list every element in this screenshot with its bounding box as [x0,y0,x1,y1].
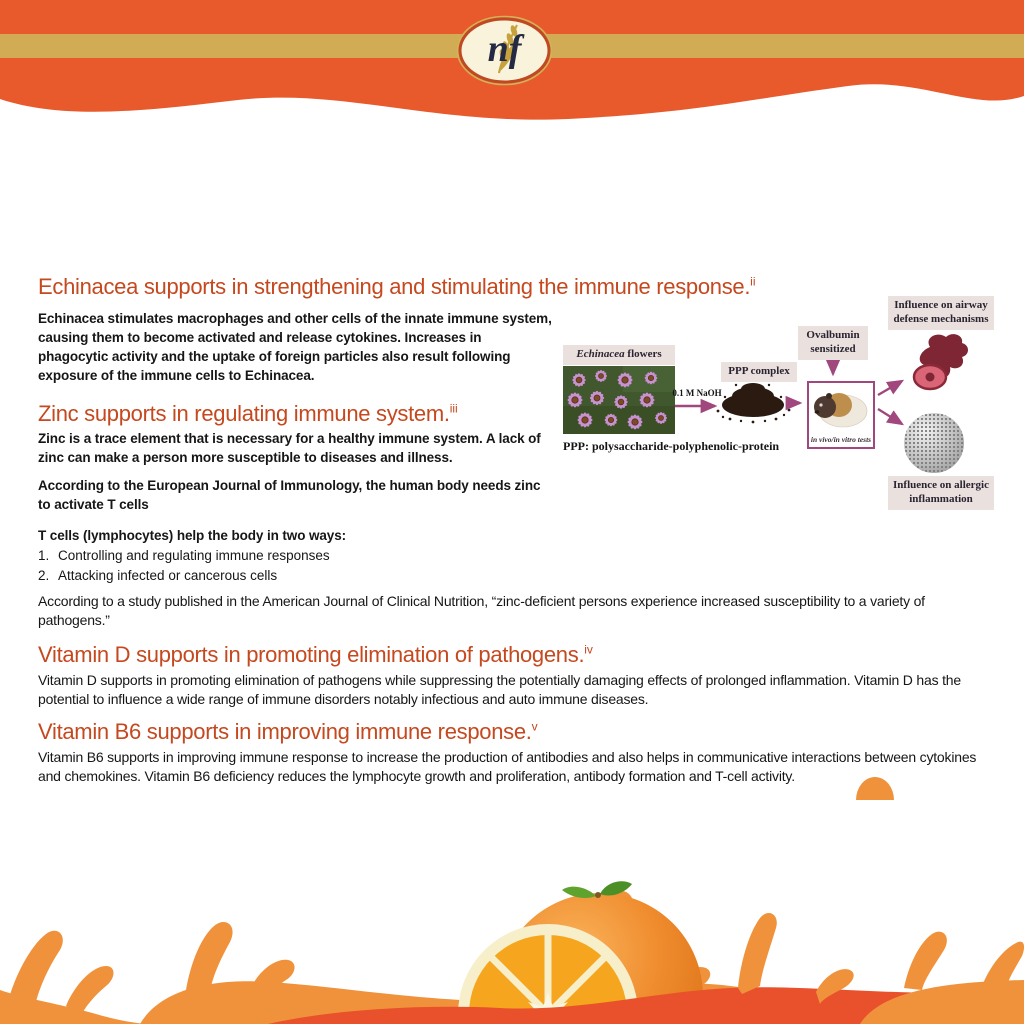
airway-tissue-icon [900,329,970,393]
inflammation-cell-icon [904,413,964,473]
echinacea-heading-text: Echinacea supports in strengthening and stimulating the immune response. [38,274,751,299]
naoh-label: 0.1 M NaOH [672,388,722,398]
list-number: 1. [38,548,50,563]
echinacea-study-diagram [555,285,1024,525]
allergy-outcome-label: Influence on allergic inflammation [888,476,994,510]
flowers-label-rest: flowers [624,348,662,360]
orange-splash-graphic [0,874,1024,1024]
citation-ref-ii: ii [750,274,756,289]
guinea-pig-icon [809,385,873,429]
tcells-item-1 [38,547,553,566]
vitamin-b6-heading [38,719,538,745]
airway-outcome-label: Influence on airway defense mechanisms [888,296,994,330]
in-vivo-tests-box [807,381,875,449]
vitamin-b6-heading-text: Vitamin B6 supports in improving immune response. [38,719,532,744]
flowers-label-italic: Echinacea [576,348,625,360]
zinc-heading [38,401,458,427]
echinacea-flowers-photo [563,366,675,434]
list-text: Attacking infected or cancerous cells [58,568,278,583]
vitamin-b6-paragraph: Vitamin B6 supports in improving immune response to increase the production of antibodies and also helps in communicative interactions between cytokines and chemokines. Vitamin B6 deficiency reduces the lymphocyte growth and proliferation, antibody formation and T-cell activity. [38,749,977,785]
ppp-abbreviation-caption: PPP: polysaccharide-polyphenolic-protein [563,439,780,453]
zinc-heading-text: Zinc supports in regulating immune system. [38,401,450,426]
list-text: Controlling and regulating immune responses [58,548,330,563]
citation-ref-iii: iii [449,401,458,416]
vitamin-d-heading-text: Vitamin D supports in promoting elimination of pathogens. [38,642,585,667]
ppp-granules-icon [717,378,791,424]
citation-ref-iv: iv [584,642,593,657]
list-number: 2. [38,568,50,583]
tcells-item-2 [38,567,553,586]
tests-caption: in vivo/in vitro tests [810,435,872,445]
tcells-heading: T cells (lymphocytes) help the body in two ways: [38,528,347,543]
splash-left [0,931,150,1024]
zinc-paragraph-1: Zinc is a trace element that is necessary for a healthy immune system. A lack of zinc can make a person more susceptible to diseases and illness. [38,431,541,465]
vitamin-d-heading [38,642,593,668]
zinc-paragraph-2: According to the European Journal of Immunology, the human body needs zinc to activate T cells [38,478,541,512]
brand-logo [456,14,553,88]
brand-logo-text: nf [487,28,522,70]
zinc-paragraph-3: According to a study published in the American Journal of Clinical Nutrition, “zinc-deficient persons experience increased susceptibility to a variety of pathogens.” [38,593,925,629]
echinacea-paragraph: Echinacea stimulates macrophages and other cells of the innate immune system, causing them to become activated and release cytokines. Increases in phagocytic activity and the uptake of foreign particles also result following exposure of the immune cells to Echinacea. [38,311,552,383]
flowers-label [563,345,675,365]
citation-ref-v: v [531,719,538,734]
ppp-complex-label: PPP complex [721,362,797,382]
vitamin-d-paragraph: Vitamin D supports in promoting elimination of pathogens while suppressing the potentially damaging effects of prolonged inflammation. Vitamin D has the potential to influence a wide range of immune disorders notably infectious and auto immune diseases. [38,672,961,708]
ovalbumin-label: Ovalbumin sensitized [798,326,868,360]
